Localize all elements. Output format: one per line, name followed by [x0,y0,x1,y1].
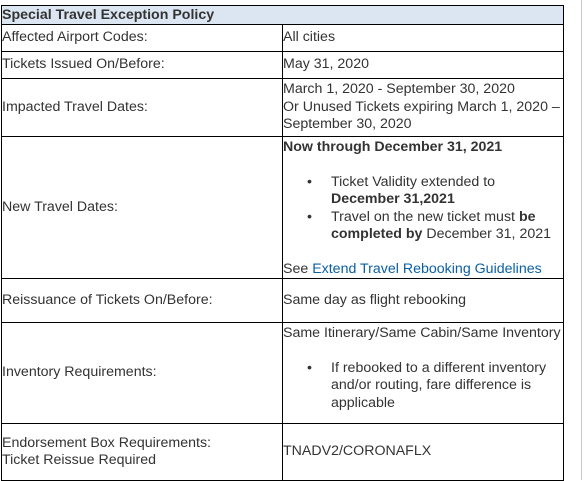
new-dates-bullets [283,174,563,244]
table-row [2,279,564,323]
table-row [2,25,564,52]
row-value-inventory [283,323,564,424]
see-guidelines: See Extend Travel Rebooking Guidelines [283,260,542,277]
table-row [2,52,564,79]
table-header: Special Travel Exception Policy [2,6,564,25]
impacted-dates-line2: Or Unused Tickets expiring March 1, 2020 – September 30, 2020 [283,98,560,133]
policy-table [1,5,564,481]
row-value-impacted-dates [283,79,564,137]
row-label-inventory: Inventory Requirements: [2,323,283,424]
table-row [2,79,564,137]
table-row [2,323,564,424]
row-value-airport-codes: All cities [283,25,564,52]
row-value-endorsement: TNADV2/CORONAFLX [283,424,564,481]
row-label-impacted-dates: Impacted Travel Dates: [2,79,283,137]
table-row [2,424,564,481]
inventory-intro: Same Itinerary/Same Cabin/Same Inventory [283,325,561,341]
row-value-new-travel-dates [283,137,564,279]
row-label-reissuance: Reissuance of Tickets On/Before: [2,279,283,323]
row-value-reissuance: Same day as flight rebooking [283,279,564,323]
impacted-dates-line1: March 1, 2020 - September 30, 2020 [283,81,515,98]
list-item: • Travel on the new ticket must be completed by December 31, 2021 [331,209,563,244]
row-label-endorsement: Endorsement Box Requirements: Ticket Reissue Required [2,424,283,481]
row-value-tickets-issued: May 31, 2020 [283,52,564,79]
list-item: • Ticket Validity extended to December 31,2021 [331,174,563,209]
row-label-tickets-issued: Tickets Issued On/Before: [2,52,283,79]
new-dates-heading: Now through December 31, 2021 [283,139,503,155]
inventory-bullets [283,360,563,413]
table-row [2,137,564,279]
row-label-new-travel-dates: New Travel Dates: [2,137,283,279]
row-label-airport-codes: Affected Airport Codes: [2,25,283,52]
list-item: • If rebooked to a different inventory and/or routing, fare difference is applicable [331,360,563,413]
rebooking-guidelines-link[interactable]: Extend Travel Rebooking Guidelines [312,260,542,277]
right-edge-divider [581,0,582,480]
